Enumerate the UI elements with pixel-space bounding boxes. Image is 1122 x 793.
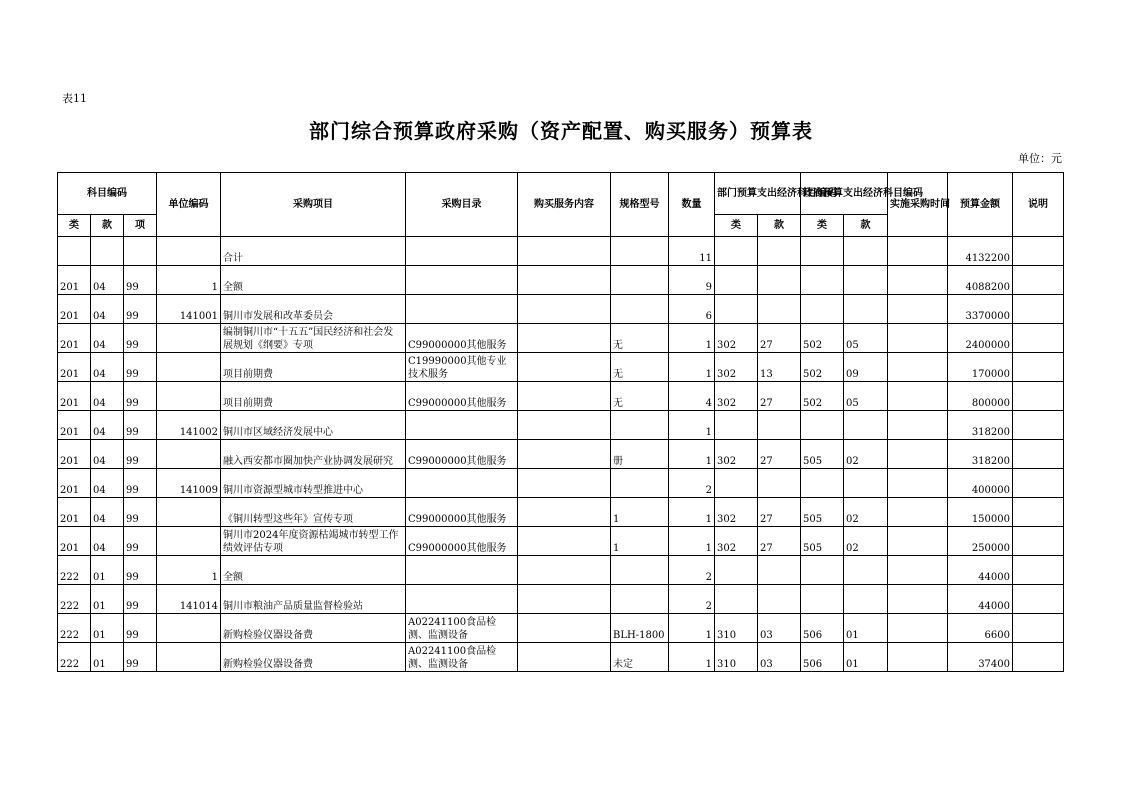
cell-note bbox=[1013, 266, 1064, 295]
cell-qty: 1 bbox=[669, 527, 715, 556]
cell-g-lei: 505 bbox=[801, 527, 844, 556]
cell-d-lei: 302 bbox=[715, 382, 758, 411]
cell-time bbox=[888, 643, 948, 672]
cell-amount: 4088200 bbox=[948, 266, 1013, 295]
cell-item: 项目前期费 bbox=[221, 382, 406, 411]
header-gov-kuan: 款 bbox=[844, 215, 888, 237]
cell-d-kuan bbox=[758, 556, 801, 585]
cell-time bbox=[888, 469, 948, 498]
cell-qty: 11 bbox=[669, 237, 715, 266]
cell-catalog bbox=[406, 469, 518, 498]
cell-amount: 4132200 bbox=[948, 237, 1013, 266]
cell-item: 铜川市区域经济发展中心 bbox=[221, 411, 406, 440]
cell-spec: 册 bbox=[611, 440, 669, 469]
cell-time bbox=[888, 411, 948, 440]
cell-item: 合计 bbox=[221, 237, 406, 266]
page-title: 部门综合预算政府采购（资产配置、购买服务）预算表 bbox=[309, 119, 813, 143]
cell-catalog: A02241100食品检测、监测设备 bbox=[406, 643, 518, 672]
cell-g-lei bbox=[801, 266, 844, 295]
cell-qty: 4 bbox=[669, 382, 715, 411]
cell-xiang: 99 bbox=[124, 382, 157, 411]
table-row bbox=[58, 237, 1064, 266]
cell-spec bbox=[611, 237, 669, 266]
cell-time bbox=[888, 266, 948, 295]
cell-g-lei bbox=[801, 585, 844, 614]
cell-kuan: 04 bbox=[91, 324, 124, 353]
cell-d-kuan bbox=[758, 266, 801, 295]
cell-note bbox=[1013, 237, 1064, 266]
cell-d-kuan bbox=[758, 411, 801, 440]
cell-lei: 201 bbox=[58, 469, 91, 498]
cell-d-kuan bbox=[758, 295, 801, 324]
cell-service bbox=[518, 411, 611, 440]
cell-d-kuan: 03 bbox=[758, 614, 801, 643]
cell-g-lei: 506 bbox=[801, 643, 844, 672]
cell-d-kuan: 27 bbox=[758, 527, 801, 556]
cell-kuan: 01 bbox=[91, 614, 124, 643]
cell-d-lei: 310 bbox=[715, 614, 758, 643]
cell-lei: 201 bbox=[58, 266, 91, 295]
cell-catalog: C99000000其他服务 bbox=[406, 382, 518, 411]
cell-qty: 1 bbox=[669, 411, 715, 440]
cell-unit: 141002 bbox=[157, 411, 221, 440]
cell-time bbox=[888, 237, 948, 266]
cell-qty: 9 bbox=[669, 266, 715, 295]
cell-d-lei: 310 bbox=[715, 643, 758, 672]
cell-amount: 37400 bbox=[948, 643, 1013, 672]
cell-amount: 400000 bbox=[948, 469, 1013, 498]
cell-g-kuan bbox=[844, 237, 888, 266]
cell-g-kuan bbox=[844, 266, 888, 295]
header-item: 采购项目 bbox=[221, 173, 406, 237]
cell-d-lei: 302 bbox=[715, 527, 758, 556]
cell-catalog bbox=[406, 585, 518, 614]
header-service: 购买服务内容 bbox=[518, 173, 611, 237]
cell-spec bbox=[611, 266, 669, 295]
cell-catalog bbox=[406, 295, 518, 324]
cell-kuan: 04 bbox=[91, 353, 124, 382]
cell-d-kuan bbox=[758, 585, 801, 614]
cell-kuan: 04 bbox=[91, 440, 124, 469]
header-dept-econ: 部门预算支出经济科目编码 bbox=[715, 173, 801, 215]
cell-note bbox=[1013, 643, 1064, 672]
cell-xiang: 99 bbox=[124, 556, 157, 585]
cell-unit: 141009 bbox=[157, 469, 221, 498]
header-gov-lei: 类 bbox=[801, 215, 844, 237]
table-row bbox=[58, 295, 1064, 324]
cell-note bbox=[1013, 469, 1064, 498]
header-time: 实施采购时间 bbox=[888, 173, 948, 237]
cell-kuan: 04 bbox=[91, 527, 124, 556]
cell-spec bbox=[611, 556, 669, 585]
unit-label: 单位：元 bbox=[1018, 152, 1062, 165]
cell-item: 融入西安都市圈加快产业协调发展研究 bbox=[221, 440, 406, 469]
cell-service bbox=[518, 614, 611, 643]
table-row bbox=[58, 411, 1064, 440]
header-qty: 数量 bbox=[669, 173, 715, 237]
cell-d-lei bbox=[715, 411, 758, 440]
cell-spec: 1 bbox=[611, 527, 669, 556]
header-spec: 规格型号 bbox=[611, 173, 669, 237]
cell-kuan: 01 bbox=[91, 556, 124, 585]
cell-amount: 250000 bbox=[948, 527, 1013, 556]
cell-note bbox=[1013, 498, 1064, 527]
cell-g-lei: 502 bbox=[801, 324, 844, 353]
cell-g-lei: 505 bbox=[801, 498, 844, 527]
cell-g-kuan: 02 bbox=[844, 440, 888, 469]
cell-catalog bbox=[406, 556, 518, 585]
cell-d-kuan bbox=[758, 469, 801, 498]
cell-g-kuan: 02 bbox=[844, 498, 888, 527]
cell-g-lei bbox=[801, 469, 844, 498]
cell-service bbox=[518, 353, 611, 382]
cell-time bbox=[888, 353, 948, 382]
cell-d-lei bbox=[715, 469, 758, 498]
cell-d-lei bbox=[715, 237, 758, 266]
cell-amount: 44000 bbox=[948, 585, 1013, 614]
cell-d-lei: 302 bbox=[715, 498, 758, 527]
cell-note bbox=[1013, 440, 1064, 469]
cell-amount: 170000 bbox=[948, 353, 1013, 382]
cell-d-kuan: 27 bbox=[758, 498, 801, 527]
cell-spec bbox=[611, 469, 669, 498]
cell-unit: 1 bbox=[157, 266, 221, 295]
cell-d-kuan: 13 bbox=[758, 353, 801, 382]
cell-g-lei: 502 bbox=[801, 353, 844, 382]
header-lei: 类 bbox=[58, 215, 91, 237]
cell-service bbox=[518, 556, 611, 585]
cell-item: 项目前期费 bbox=[221, 353, 406, 382]
cell-xiang: 99 bbox=[124, 295, 157, 324]
table-row bbox=[58, 440, 1064, 469]
cell-xiang: 99 bbox=[124, 527, 157, 556]
cell-kuan: 01 bbox=[91, 585, 124, 614]
cell-lei: 201 bbox=[58, 382, 91, 411]
cell-note bbox=[1013, 527, 1064, 556]
cell-lei bbox=[58, 237, 91, 266]
cell-g-kuan: 05 bbox=[844, 382, 888, 411]
cell-kuan: 01 bbox=[91, 643, 124, 672]
cell-xiang: 99 bbox=[124, 614, 157, 643]
cell-lei: 201 bbox=[58, 324, 91, 353]
cell-catalog bbox=[406, 411, 518, 440]
cell-lei: 222 bbox=[58, 614, 91, 643]
cell-time bbox=[888, 440, 948, 469]
table-row bbox=[58, 469, 1064, 498]
cell-xiang: 99 bbox=[124, 324, 157, 353]
header-amount: 预算金额 bbox=[948, 173, 1013, 237]
cell-unit bbox=[157, 643, 221, 672]
cell-lei: 201 bbox=[58, 498, 91, 527]
cell-amount: 2400000 bbox=[948, 324, 1013, 353]
cell-lei: 222 bbox=[58, 643, 91, 672]
cell-service bbox=[518, 643, 611, 672]
table-row bbox=[58, 382, 1064, 411]
cell-amount: 44000 bbox=[948, 556, 1013, 585]
cell-xiang: 99 bbox=[124, 585, 157, 614]
cell-qty: 6 bbox=[669, 295, 715, 324]
cell-item: 铜川市2024年度资源枯竭城市转型工作绩效评估专项 bbox=[221, 527, 406, 556]
cell-note bbox=[1013, 353, 1064, 382]
table-row bbox=[58, 527, 1064, 556]
cell-g-lei: 502 bbox=[801, 382, 844, 411]
cell-service bbox=[518, 498, 611, 527]
cell-g-kuan: 05 bbox=[844, 324, 888, 353]
cell-lei: 201 bbox=[58, 440, 91, 469]
cell-unit: 141001 bbox=[157, 295, 221, 324]
cell-g-kuan bbox=[844, 469, 888, 498]
cell-time bbox=[888, 498, 948, 527]
header-subject-code: 科目编码 bbox=[58, 173, 157, 215]
cell-unit bbox=[157, 498, 221, 527]
cell-g-kuan: 02 bbox=[844, 527, 888, 556]
cell-item: 铜川市粮油产品质量监督检验站 bbox=[221, 585, 406, 614]
cell-d-lei: 302 bbox=[715, 324, 758, 353]
cell-catalog: A02241100食品检测、监测设备 bbox=[406, 614, 518, 643]
cell-spec bbox=[611, 295, 669, 324]
cell-g-kuan bbox=[844, 295, 888, 324]
cell-unit bbox=[157, 353, 221, 382]
cell-time bbox=[888, 614, 948, 643]
header-dept-lei: 类 bbox=[715, 215, 758, 237]
procurement-budget-table bbox=[57, 172, 1064, 672]
cell-qty: 1 bbox=[669, 353, 715, 382]
header-catalog: 采购目录 bbox=[406, 173, 518, 237]
cell-note bbox=[1013, 382, 1064, 411]
cell-kuan: 04 bbox=[91, 411, 124, 440]
cell-spec bbox=[611, 411, 669, 440]
cell-g-lei bbox=[801, 295, 844, 324]
cell-catalog: C99000000其他服务 bbox=[406, 440, 518, 469]
table-row bbox=[58, 556, 1064, 585]
cell-xiang: 99 bbox=[124, 469, 157, 498]
cell-service bbox=[518, 266, 611, 295]
header-note: 说明 bbox=[1013, 173, 1064, 237]
cell-xiang: 99 bbox=[124, 643, 157, 672]
table-row bbox=[58, 614, 1064, 643]
cell-g-kuan: 01 bbox=[844, 643, 888, 672]
cell-item: 编制铜川市“十五五”国民经济和社会发展规划《纲要》专项 bbox=[221, 324, 406, 353]
table-row bbox=[58, 266, 1064, 295]
cell-note bbox=[1013, 324, 1064, 353]
cell-spec bbox=[611, 585, 669, 614]
cell-d-lei bbox=[715, 585, 758, 614]
cell-time bbox=[888, 324, 948, 353]
table-row bbox=[58, 353, 1064, 382]
header-xiang: 项 bbox=[124, 215, 157, 237]
header-dept-kuan: 款 bbox=[758, 215, 801, 237]
cell-qty: 2 bbox=[669, 469, 715, 498]
cell-kuan: 04 bbox=[91, 469, 124, 498]
cell-note bbox=[1013, 614, 1064, 643]
cell-time bbox=[888, 585, 948, 614]
cell-g-kuan bbox=[844, 585, 888, 614]
cell-service bbox=[518, 382, 611, 411]
cell-xiang: 99 bbox=[124, 411, 157, 440]
cell-spec: 无 bbox=[611, 353, 669, 382]
cell-catalog: C19990000其他专业技术服务 bbox=[406, 353, 518, 382]
cell-spec: 未定 bbox=[611, 643, 669, 672]
cell-spec: 无 bbox=[611, 324, 669, 353]
cell-d-lei: 302 bbox=[715, 440, 758, 469]
cell-qty: 1 bbox=[669, 614, 715, 643]
cell-g-kuan bbox=[844, 411, 888, 440]
cell-g-kuan bbox=[844, 556, 888, 585]
cell-note bbox=[1013, 411, 1064, 440]
cell-service bbox=[518, 527, 611, 556]
cell-unit bbox=[157, 614, 221, 643]
header-gov-econ: 政府预算支出经济科目编码 bbox=[801, 173, 888, 215]
cell-g-lei bbox=[801, 411, 844, 440]
cell-d-kuan bbox=[758, 237, 801, 266]
cell-d-lei bbox=[715, 295, 758, 324]
cell-kuan bbox=[91, 237, 124, 266]
cell-item: 《铜川转型这些年》宣传专项 bbox=[221, 498, 406, 527]
cell-catalog bbox=[406, 266, 518, 295]
cell-d-kuan: 27 bbox=[758, 324, 801, 353]
cell-amount: 150000 bbox=[948, 498, 1013, 527]
table-row bbox=[58, 585, 1064, 614]
cell-xiang: 99 bbox=[124, 266, 157, 295]
cell-g-lei: 505 bbox=[801, 440, 844, 469]
cell-item: 新购检验仪器设备费 bbox=[221, 643, 406, 672]
cell-xiang bbox=[124, 237, 157, 266]
cell-unit bbox=[157, 324, 221, 353]
cell-g-lei bbox=[801, 556, 844, 585]
table-row bbox=[58, 643, 1064, 672]
cell-catalog: C99000000其他服务 bbox=[406, 527, 518, 556]
cell-item: 新购检验仪器设备费 bbox=[221, 614, 406, 643]
cell-xiang: 99 bbox=[124, 498, 157, 527]
cell-qty: 1 bbox=[669, 324, 715, 353]
cell-time bbox=[888, 556, 948, 585]
cell-d-kuan: 03 bbox=[758, 643, 801, 672]
cell-item: 全额 bbox=[221, 556, 406, 585]
cell-time bbox=[888, 382, 948, 411]
cell-unit: 1 bbox=[157, 556, 221, 585]
cell-d-kuan: 27 bbox=[758, 440, 801, 469]
cell-g-lei: 506 bbox=[801, 614, 844, 643]
cell-qty: 2 bbox=[669, 585, 715, 614]
cell-kuan: 04 bbox=[91, 266, 124, 295]
cell-g-lei bbox=[801, 237, 844, 266]
cell-time bbox=[888, 527, 948, 556]
cell-spec: 1 bbox=[611, 498, 669, 527]
cell-catalog: C99000000其他服务 bbox=[406, 324, 518, 353]
cell-item: 铜川市发展和改革委员会 bbox=[221, 295, 406, 324]
cell-amount: 800000 bbox=[948, 382, 1013, 411]
cell-g-kuan: 01 bbox=[844, 614, 888, 643]
cell-service bbox=[518, 237, 611, 266]
cell-catalog bbox=[406, 237, 518, 266]
table-row bbox=[58, 498, 1064, 527]
cell-service bbox=[518, 295, 611, 324]
cell-kuan: 04 bbox=[91, 382, 124, 411]
cell-unit bbox=[157, 237, 221, 266]
cell-d-lei: 302 bbox=[715, 353, 758, 382]
header-kuan: 款 bbox=[91, 215, 124, 237]
cell-catalog: C99000000其他服务 bbox=[406, 498, 518, 527]
cell-amount: 318200 bbox=[948, 440, 1013, 469]
cell-d-kuan: 27 bbox=[758, 382, 801, 411]
cell-amount: 318200 bbox=[948, 411, 1013, 440]
cell-spec: BLH-1800 bbox=[611, 614, 669, 643]
cell-service bbox=[518, 469, 611, 498]
cell-service bbox=[518, 440, 611, 469]
cell-qty: 1 bbox=[669, 498, 715, 527]
cell-xiang: 99 bbox=[124, 440, 157, 469]
cell-unit bbox=[157, 527, 221, 556]
cell-service bbox=[518, 324, 611, 353]
cell-spec: 无 bbox=[611, 382, 669, 411]
cell-time bbox=[888, 295, 948, 324]
cell-lei: 201 bbox=[58, 353, 91, 382]
cell-amount: 3370000 bbox=[948, 295, 1013, 324]
cell-item: 铜川市资源型城市转型推进中心 bbox=[221, 469, 406, 498]
table-row bbox=[58, 324, 1064, 353]
cell-d-lei bbox=[715, 556, 758, 585]
cell-unit bbox=[157, 382, 221, 411]
cell-note bbox=[1013, 295, 1064, 324]
cell-note bbox=[1013, 556, 1064, 585]
cell-service bbox=[518, 585, 611, 614]
cell-g-kuan: 09 bbox=[844, 353, 888, 382]
cell-lei: 201 bbox=[58, 527, 91, 556]
cell-qty: 1 bbox=[669, 643, 715, 672]
cell-amount: 6600 bbox=[948, 614, 1013, 643]
table-number: 表11 bbox=[62, 92, 87, 105]
cell-unit bbox=[157, 440, 221, 469]
cell-xiang: 99 bbox=[124, 353, 157, 382]
cell-kuan: 04 bbox=[91, 295, 124, 324]
cell-lei: 222 bbox=[58, 585, 91, 614]
cell-kuan: 04 bbox=[91, 498, 124, 527]
cell-item: 全额 bbox=[221, 266, 406, 295]
cell-lei: 201 bbox=[58, 295, 91, 324]
cell-note bbox=[1013, 585, 1064, 614]
header-unit-code: 单位编码 bbox=[157, 173, 221, 237]
cell-qty: 1 bbox=[669, 440, 715, 469]
cell-qty: 2 bbox=[669, 556, 715, 585]
cell-unit: 141014 bbox=[157, 585, 221, 614]
cell-lei: 201 bbox=[58, 411, 91, 440]
cell-lei: 222 bbox=[58, 556, 91, 585]
cell-d-lei bbox=[715, 266, 758, 295]
